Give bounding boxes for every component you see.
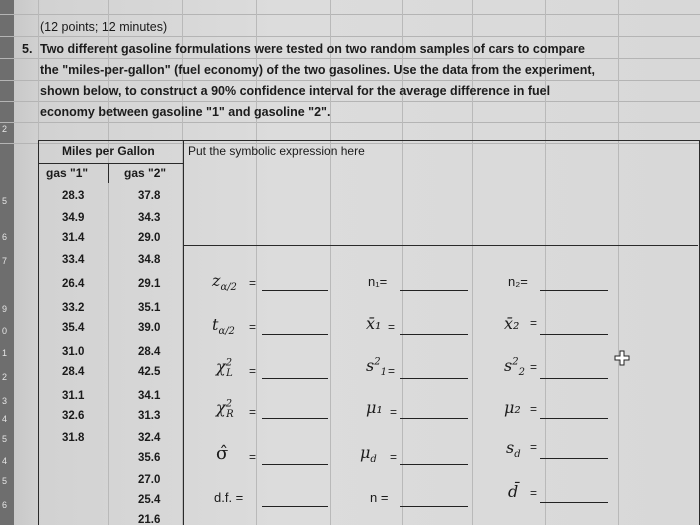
gas1-cell[interactable]: 34.9 xyxy=(62,212,85,224)
row-number[interactable]: 0 xyxy=(2,326,8,336)
gas2-cell[interactable]: 32.4 xyxy=(138,432,161,444)
s-d-symbol: $s_d$ xyxy=(506,438,521,461)
row-number[interactable]: 1 xyxy=(2,348,8,358)
answer-blank-s1[interactable] xyxy=(400,378,468,379)
table-title: Miles per Gallon xyxy=(62,144,155,158)
df-label: d.f. = xyxy=(214,490,244,505)
equals-sign: = xyxy=(530,316,538,330)
chi-left-symbol: $\chi^2_L$ xyxy=(216,357,233,380)
equals-sign: = xyxy=(530,360,538,374)
question-line-3: shown below, to construct a 90% confidence interval for the average difference in fuel xyxy=(40,84,551,98)
n2-label: n₂= xyxy=(508,274,528,289)
gas1-cell[interactable]: 31.4 xyxy=(62,232,85,244)
answer-blank-dbar[interactable] xyxy=(540,502,608,503)
answer-blank-sigma[interactable] xyxy=(262,464,328,465)
equals-sign: = xyxy=(388,364,396,378)
s1-squared-symbol: $s^2_1$ xyxy=(366,356,387,379)
equals-sign: = xyxy=(249,405,257,419)
row-number[interactable]: 4 xyxy=(2,456,8,466)
mu-d-symbol: $\mu_d$ xyxy=(360,443,377,466)
xbar2-symbol: x̄₂ xyxy=(504,314,520,333)
gas1-cell[interactable]: 26.4 xyxy=(62,278,85,290)
gas2-cell[interactable]: 29.1 xyxy=(138,278,161,290)
points-label: (12 points; 12 minutes) xyxy=(40,20,168,34)
question-line-2: the "miles-per-gallon" (fuel economy) of the two gasolines. Use the data from the experiment, xyxy=(40,63,595,77)
s2-squared-symbol: $s^2_2$ xyxy=(504,356,525,379)
move-cursor-icon xyxy=(614,350,630,366)
t-alpha-symbol: $t_{\alpha/2}$ xyxy=(212,315,235,338)
gas2-cell[interactable]: 34.3 xyxy=(138,212,161,224)
row-number[interactable]: 6 xyxy=(2,232,8,242)
gas2-cell[interactable]: 37.8 xyxy=(138,190,161,202)
xbar1-symbol: x̄₁ xyxy=(366,314,382,333)
row-number[interactable]: 9 xyxy=(2,304,8,314)
answer-blank-z[interactable] xyxy=(262,290,328,291)
answer-blank-chi-r[interactable] xyxy=(262,418,328,419)
gas1-cell[interactable]: 32.6 xyxy=(62,410,85,422)
answer-blank-t[interactable] xyxy=(262,334,328,335)
gas1-cell[interactable]: 33.2 xyxy=(62,302,85,314)
answer-blank-n[interactable] xyxy=(400,506,468,507)
row-number[interactable]: 5 xyxy=(2,434,8,444)
equals-sign: = xyxy=(390,450,398,464)
chi-right-symbol: $\chi^2_R$ xyxy=(216,398,234,421)
row-number[interactable]: 5 xyxy=(2,476,8,486)
gas1-cell[interactable]: 33.4 xyxy=(62,254,85,266)
answer-blank-s2[interactable] xyxy=(540,378,608,379)
answer-blank-mud[interactable] xyxy=(400,464,468,465)
gas2-cell[interactable]: 27.0 xyxy=(138,474,161,486)
equals-sign: = xyxy=(530,440,538,454)
gas1-cell[interactable]: 28.3 xyxy=(62,190,85,202)
answer-blank-n2[interactable] xyxy=(540,290,608,291)
answer-blank-xbar2[interactable] xyxy=(540,334,608,335)
equals-sign: = xyxy=(249,276,257,290)
gas2-cell[interactable]: 28.4 xyxy=(138,346,161,358)
gas2-cell[interactable]: 25.4 xyxy=(138,494,161,506)
mu1-symbol: μ₁ xyxy=(366,398,383,417)
n1-label: n₁= xyxy=(368,274,388,289)
sigma-hat-symbol: σ̂ xyxy=(216,443,229,464)
equals-sign: = xyxy=(249,450,257,464)
n-label: n = xyxy=(370,490,389,505)
answer-blank-chi-l[interactable] xyxy=(262,378,328,379)
equals-sign: = xyxy=(388,320,396,334)
equals-sign: = xyxy=(390,405,398,419)
answer-blank-sd[interactable] xyxy=(540,458,608,459)
equals-sign: = xyxy=(249,320,257,334)
answer-blank-xbar1[interactable] xyxy=(400,334,468,335)
equals-sign: = xyxy=(249,364,257,378)
mu2-symbol: μ₂ xyxy=(504,398,521,417)
equals-sign: = xyxy=(530,486,538,500)
gas2-cell[interactable]: 35.1 xyxy=(138,302,161,314)
row-number[interactable]: 2 xyxy=(2,124,8,134)
column-header-gas1: gas "1" xyxy=(46,166,89,180)
gas2-cell[interactable]: 31.3 xyxy=(138,410,161,422)
z-alpha-symbol: $z_{\alpha/2}$ xyxy=(212,271,237,294)
gas2-cell[interactable]: 29.0 xyxy=(138,232,161,244)
answer-blank-mu1[interactable] xyxy=(400,418,468,419)
gas1-cell[interactable]: 35.4 xyxy=(62,322,85,334)
question-line-1: Two different gasoline formulations were tested on two random samples of cars to compare xyxy=(40,42,586,56)
column-header-gas2: gas "2" xyxy=(124,166,167,180)
answer-blank-df[interactable] xyxy=(262,506,328,507)
dbar-symbol: d̄ xyxy=(508,482,519,501)
gas2-cell[interactable]: 34.8 xyxy=(138,254,161,266)
gas2-cell[interactable]: 21.6 xyxy=(138,514,161,525)
gas1-cell[interactable]: 31.0 xyxy=(62,346,85,358)
gas1-cell[interactable]: 31.8 xyxy=(62,432,85,444)
gas2-cell[interactable]: 39.0 xyxy=(138,322,161,334)
row-number[interactable]: 7 xyxy=(2,256,8,266)
gas1-cell[interactable]: 28.4 xyxy=(62,366,85,378)
answer-blank-n1[interactable] xyxy=(400,290,468,291)
equals-sign: = xyxy=(530,402,538,416)
row-number[interactable]: 5 xyxy=(2,196,8,206)
row-number[interactable]: 6 xyxy=(2,500,8,510)
gas2-cell[interactable]: 35.6 xyxy=(138,452,161,464)
answer-blank-mu2[interactable] xyxy=(540,418,608,419)
row-number[interactable]: 2 xyxy=(2,372,8,382)
question-line-4: economy between gasoline "1" and gasoline "2". xyxy=(40,105,331,119)
question-number: 5. xyxy=(22,42,33,56)
gas2-cell[interactable]: 34.1 xyxy=(138,390,161,402)
row-number[interactable]: 3 xyxy=(2,396,8,406)
gas2-cell[interactable]: 42.5 xyxy=(138,366,161,378)
gas1-cell[interactable]: 31.1 xyxy=(62,390,85,402)
row-number[interactable]: 4 xyxy=(2,414,8,424)
instruction-text: Put the symbolic expression here xyxy=(188,144,365,158)
